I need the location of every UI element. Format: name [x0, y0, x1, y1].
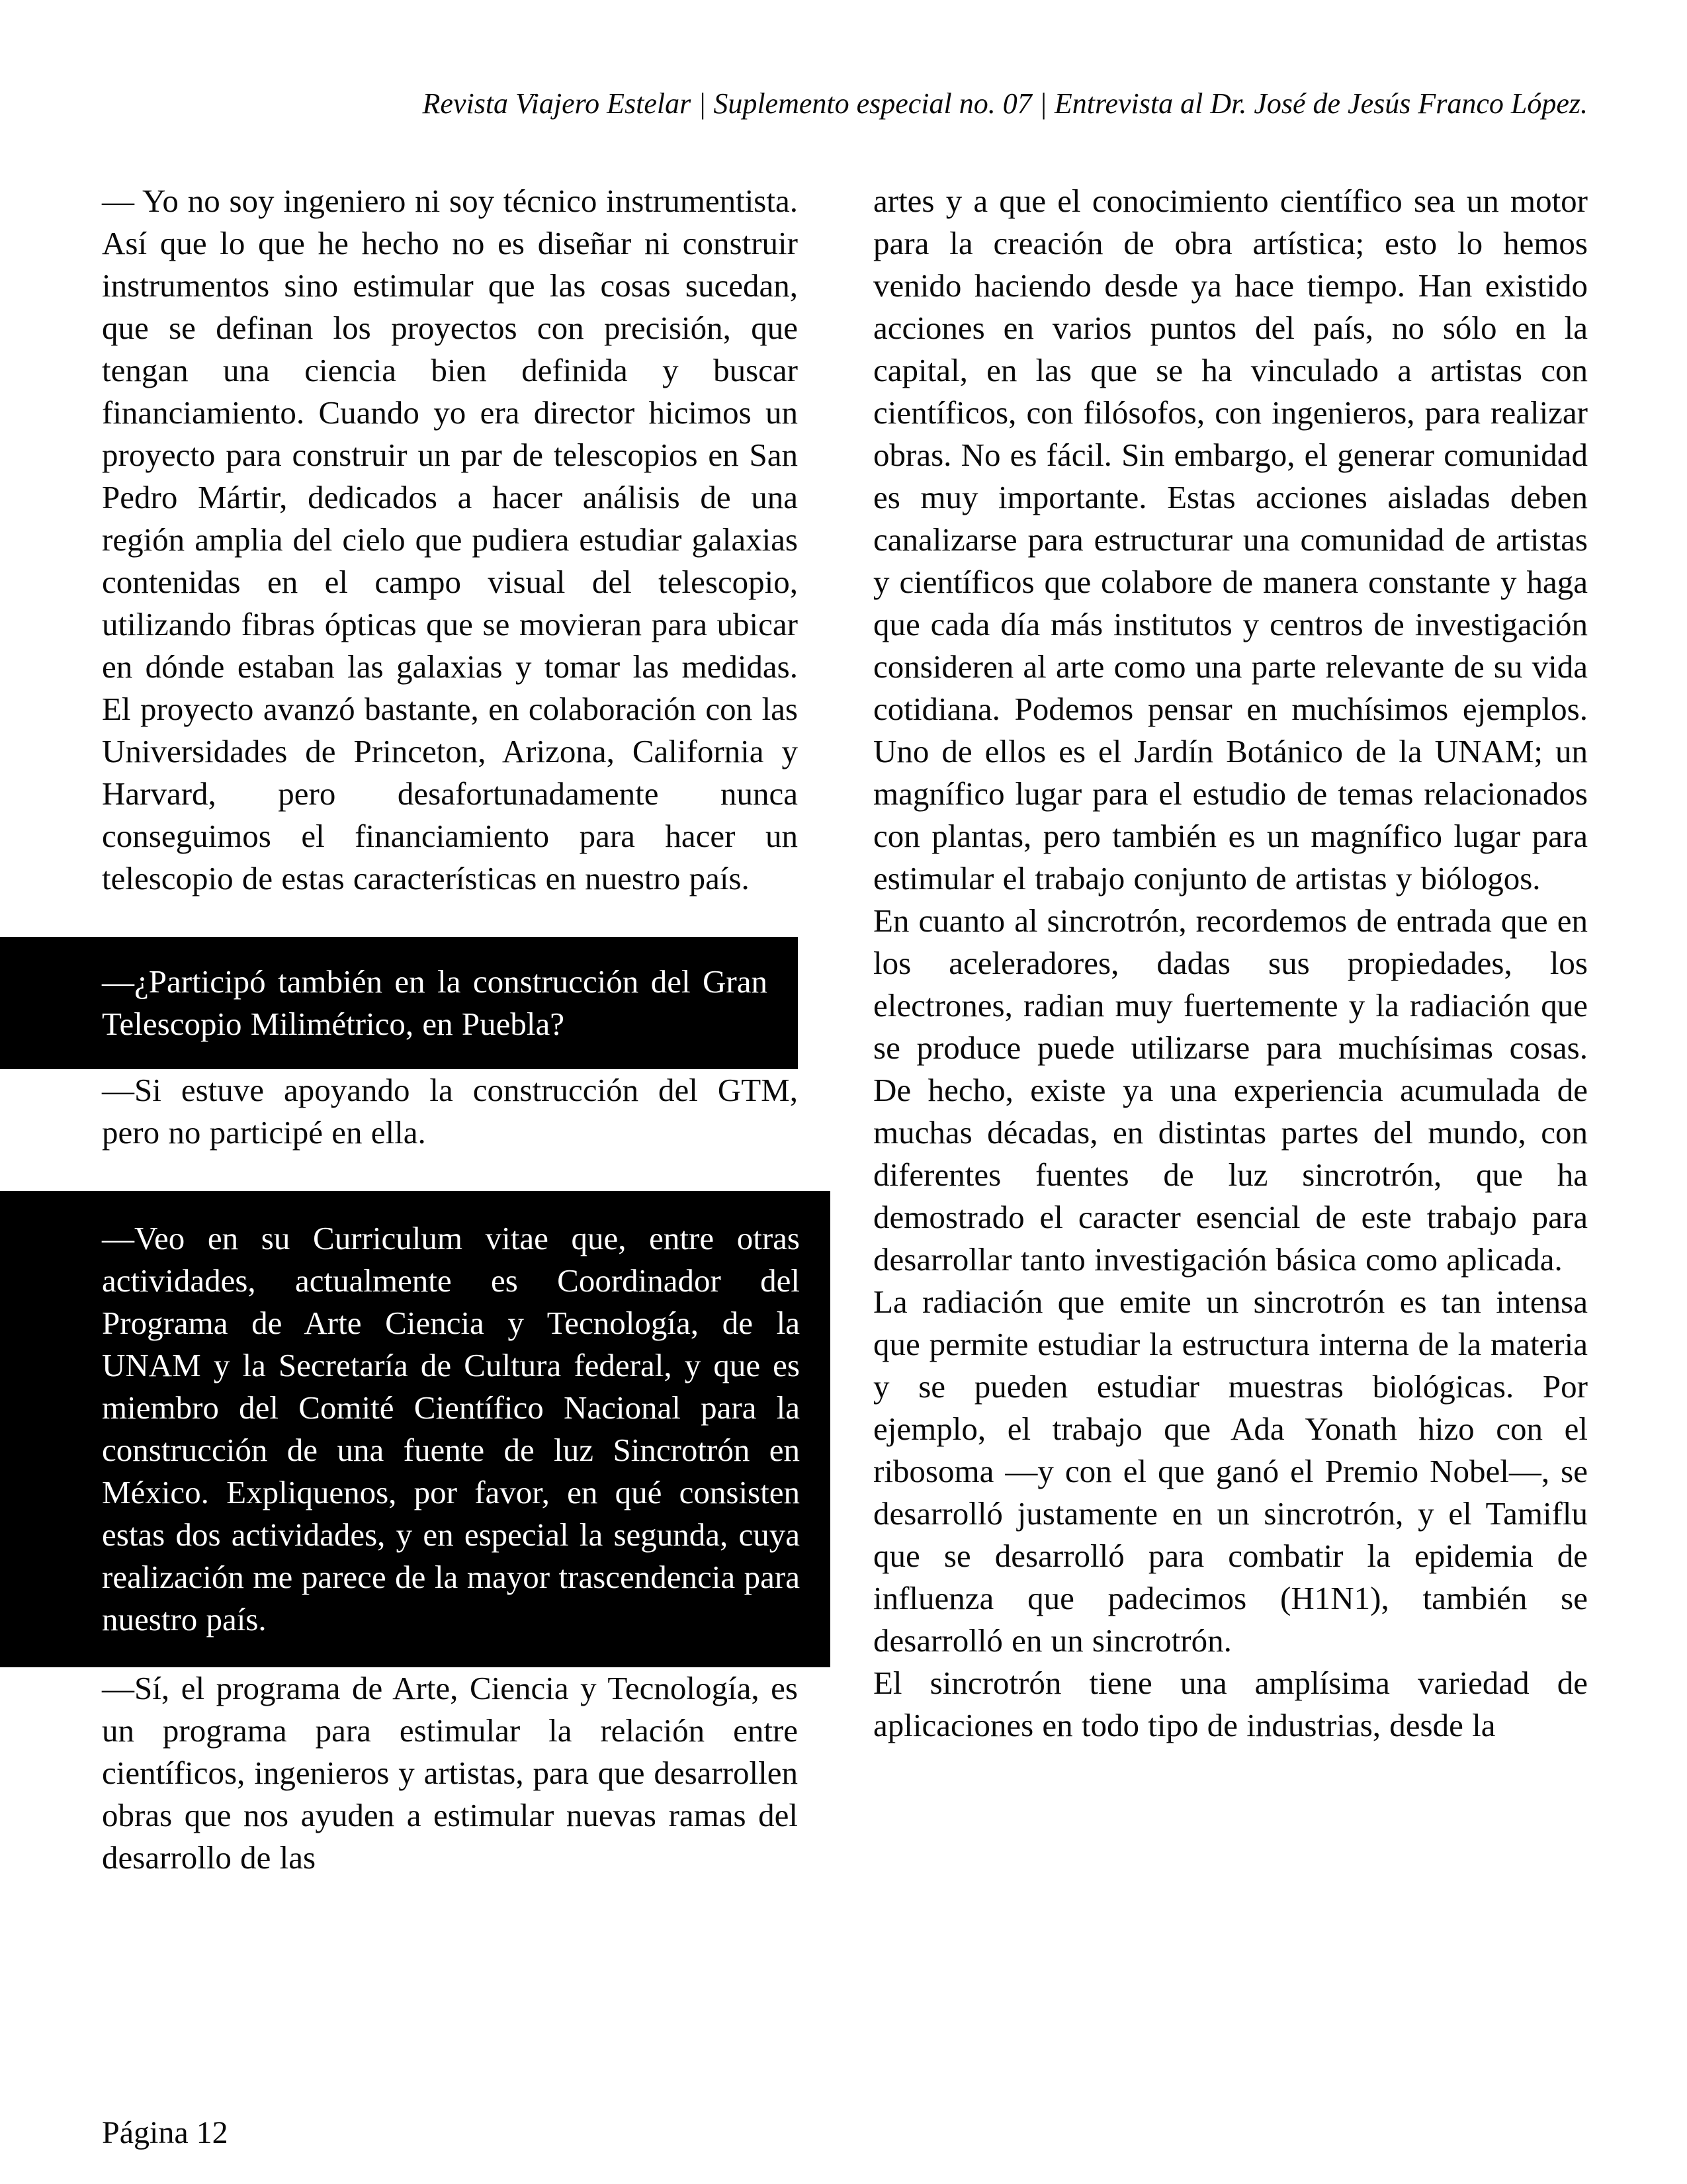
answer-paragraph: El sincrotrón tiene una amplísima variedad de aplicaciones en todo tipo de industrias, desde la: [873, 1665, 1588, 1743]
answer-paragraph: — Yo no soy ingeniero ni soy técnico instrumentista. Así que lo que he hecho no es diseñar ni construir instrumentos sino estimular que las cosas sucedan, que se definan los proyectos con precisión, que tengan una ciencia bien definida y buscar financiamiento. Cuando yo era director hicimos un proyecto para construir un par de telescopios en San Pedro Mártir, dedicados a hacer análisis de una región amplia del cielo que pudiera estudiar galaxias contenidas en el campo visual del telescopio, utilizando fibras ópticas que se movieran para ubicar en dónde estaban las galaxias y tomar las medidas. El proyecto avanzó bastante, en colaboración con las Universidades de Princeton, Arizona, California y Harvard, pero desafortunadamente nunca conseguimos el financiamiento para hacer un telescopio de estas características en nuestro país.: [102, 183, 798, 896]
answer-paragraph: —Sí, el programa de Arte, Ciencia y Tecnología, es un programa para estimular la relación entre científicos, ingenieros y artistas, para que desarrollen obras que nos ayuden a estimular nuevas ramas del desarrollo de las: [102, 1670, 798, 1876]
page-header: Revista Viajero Estelar | Suplemento especial no. 07 | Entrevista al Dr. José de Jesús Franco López.: [422, 87, 1588, 120]
right-column: [873, 180, 1588, 1747]
answer-paragraph: artes y a que el conocimiento científico sea un motor para la creación de obra artística; esto lo hemos venido haciendo desde ya hace tiempo. Han existido acciones en varios puntos del país, no sólo en la capital, en las que se ha vinculado a artistas con científicos, con filósofos, con ingenieros, para realizar obras. No es fácil. Sin embargo, el generar comunidad es muy importante. Estas acciones aisladas deben canalizarse para estructurar una comunidad de artistas y científicos que colabore de manera constante y haga que cada día más institutos y centros de investigación consideren al arte como una parte relevante de su vida cotidiana. Podemos pensar en muchísimos ejemplos. Uno de ellos es el Jardín Botánico de la UNAM; un magnífico lugar para el estudio de temas relacionados con plantas, pero también es un magnífico lugar para estimular el trabajo conjunto de artistas y biólogos.: [873, 183, 1588, 896]
answer-paragraph: —Si estuve apoyando la construcción del GTM, pero no participé en ella.: [102, 1072, 798, 1151]
question-highlight-block: —Veo en su Curriculum vitae que, entre otras actividades, actualmente es Coordinador del Programa de Arte Ciencia y Tecnología, de la UNAM y la Secretaría de Cultura federal, y que es miembro del Comité Científico Nacional para la construcción de una fuente de luz Sincrotrón en México. Expliquenos, por favor, en qué consisten estas dos actividades, y en especial la segunda, cuya realización me parece de la mayor trascendencia para nuestro país.: [0, 1191, 830, 1667]
answer-paragraph: La radiación que emite un sincrotrón es tan intensa que permite estudiar la estructura interna de la materia y se pueden estudiar muestras biológicas. Por ejemplo, el trabajo que Ada Yonath hizo con el ribosoma —y con el que ganó el Premio Nobel—, se desarrolló justamente en un sincrotrón, y el Tamiflu que se desarrolló para combatir la epidemia de influenza que padecimos (H1N1), también se desarrolló en un sincrotrón.: [873, 1284, 1588, 1659]
left-column: [0, 180, 798, 1879]
question-highlight-block: —¿Participó también en la construcción del Gran Telescopio Milimétrico, en Puebla?: [0, 937, 798, 1069]
page-number: Página 12: [102, 2115, 228, 2150]
answer-paragraph: En cuanto al sincrotrón, recordemos de entrada que en los aceleradores, dadas sus propiedades, los electrones, radian muy fuertemente y la radiación que se produce puede utilizarse para muchísimas cosas. De hecho, existe ya una experiencia acumulada de muchas décadas, en distintas partes del mundo, con diferentes fuentes de luz sincrotrón, que ha demostrado el caracter esencial de este trabajo para desarrollar tanto investigación básica como aplicada.: [873, 902, 1588, 1278]
